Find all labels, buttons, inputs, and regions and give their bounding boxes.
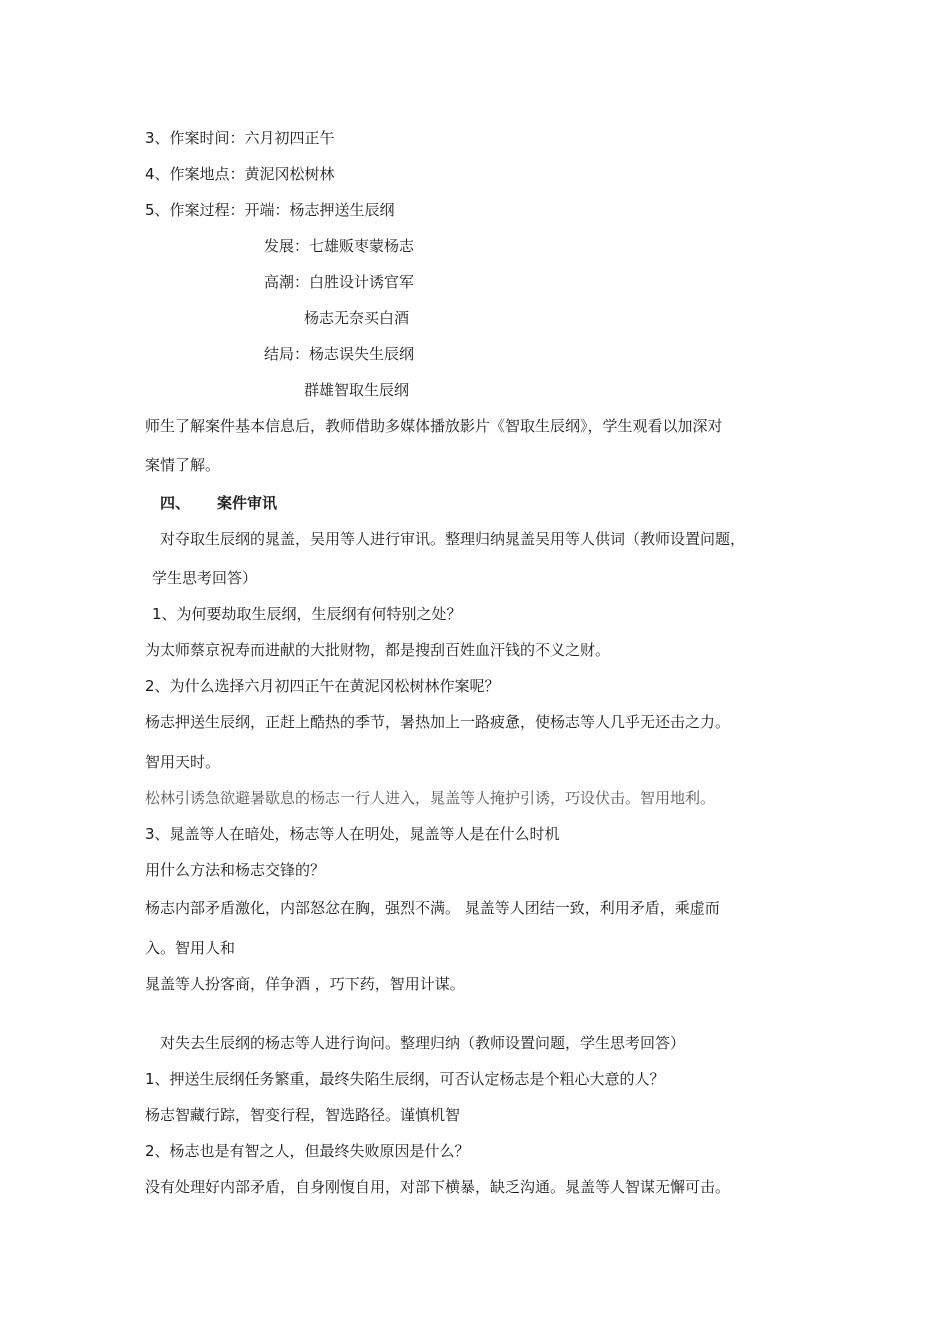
text-line: 结局：杨志误失生辰纲 [264,345,415,363]
section-heading: 案件审讯 [217,494,278,512]
text-line: 学生思考回答） [152,569,258,587]
text-line: 杨志智藏行踪，智变行程，智选路径。谨慎机智 [145,1106,461,1124]
text-line: 对夺取生辰纲的晁盖，吴用等人进行审讯。整理归纳晁盖吴用等人供词（教师设置问题， [160,530,746,548]
text-line: 杨志无奈买白酒 [304,309,410,327]
text-line: 对失去生辰纲的杨志等人进行询问。整理归纳（教师设置问题，学生思考回答） [160,1034,686,1052]
text-line: 5、作案过程：开端：杨志押送生辰纲 [145,201,395,219]
text-line: 1、为何要劫取生辰纲，生辰纲有何特别之处？ [152,605,462,623]
text-line: 案情了解。 [145,456,221,474]
text-line: 1、押送生辰纲任务繁重，最终失陷生辰纲，可否认定杨志是个粗心大意的人？ [145,1070,665,1088]
text-line: 群雄智取生辰纲 [304,381,410,399]
text-line: 松林引诱急欲避暑歇息的杨志一行人进入，晁盖等人掩护引诱，巧设伏击。智用地利。 [145,789,716,807]
text-line: 用什么方法和杨志交锋的？ [145,861,326,879]
text-line: 4、作案地点：黄泥冈松树林 [145,165,335,183]
text-line: 发展：七雄贩枣蒙杨志 [264,237,415,255]
text-line: 没有处理好内部矛盾，自身刚愎自用，对部下横暴，缺乏沟通。晁盖等人智谋无懈可击。 [145,1178,731,1196]
text-line: 3、晁盖等人在暗处，杨志等人在明处，晁盖等人是在什么时机 [145,825,560,843]
text-line: 2、为什么选择六月初四正午在黄泥冈松树林作案呢？ [145,677,500,695]
text-line: 智用天时。 [145,753,221,771]
text-line: 师生了解案件基本信息后，教师借助多媒体播放影片《智取生辰纲》，学生观看以加深对 [145,417,723,435]
text-line: 高潮：白胜设计诱官军 [264,273,415,291]
text-line: 2、杨志也是有智之人，但最终失败原因是什么？ [145,1142,470,1160]
text-line: 杨志内部矛盾激化，内部怒忿在胸，强烈不满。 晁盖等人团结一致，利用矛盾，乘虚而 [145,899,720,917]
text-line: 为太师蔡京祝寿而进献的大批财物，都是搜刮百姓血汗钱的不义之财。 [145,641,611,659]
text-line: 晁盖等人扮客商，佯争酒 ，巧下药，智用计谋。 [145,975,465,993]
section-number: 四、 [160,494,191,512]
text-line: 杨志押送生辰纲，正赶上酷热的季节，暑热加上一路疲惫，使杨志等人几乎无还击之力。 [145,713,731,731]
text-line: 3、作案时间：六月初四正午 [145,129,335,147]
text-line: 入。智用人和 [145,939,236,957]
